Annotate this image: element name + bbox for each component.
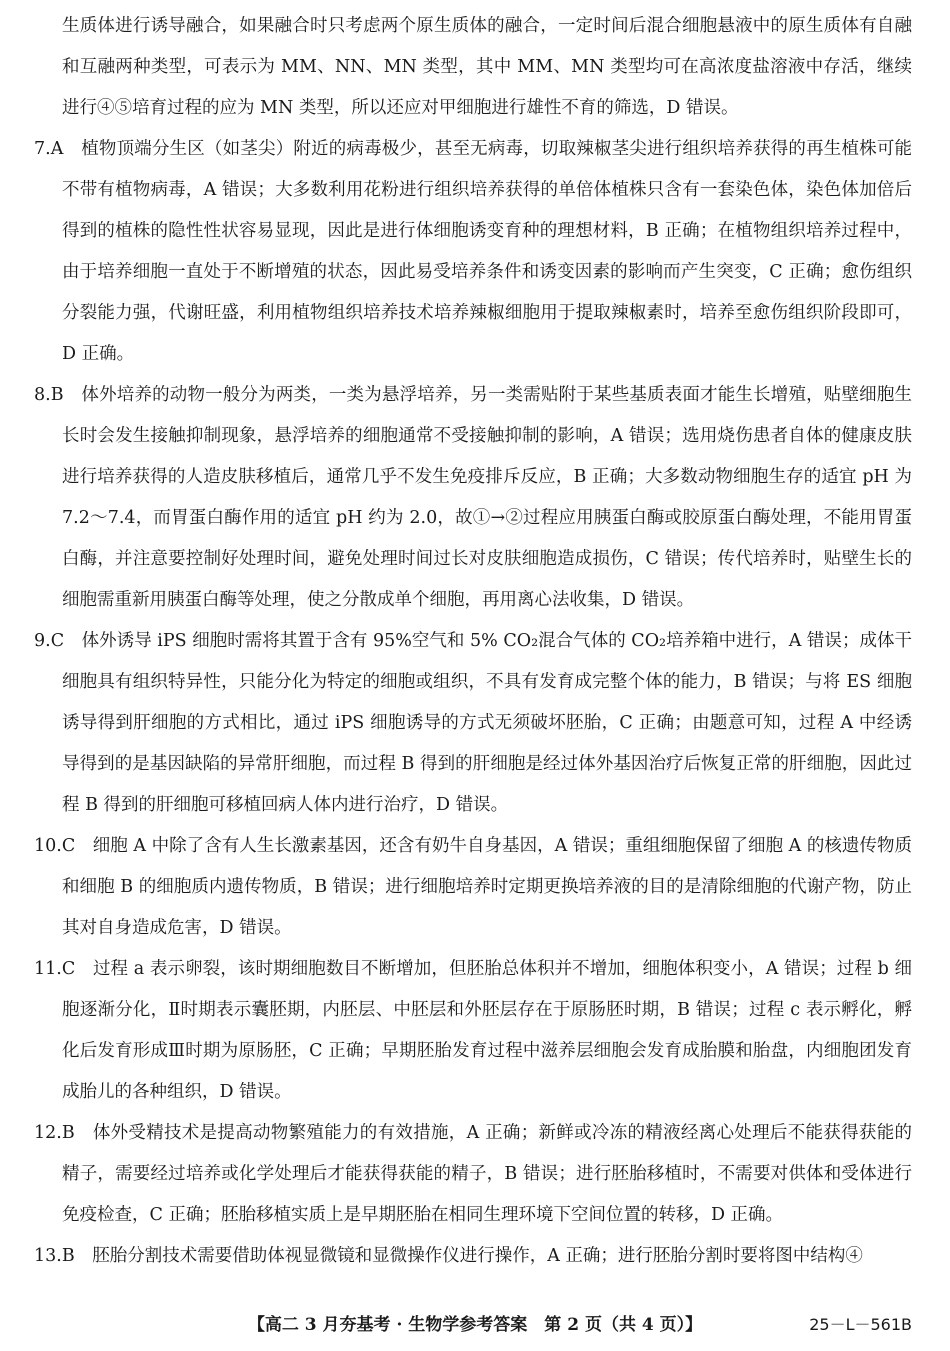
continuation-paragraph: 生质体进行诱导融合，如果融合时只考虑两个原生质体的融合，一定时间后混合细胞悬液中的原生质体有自融和互融两种类型，可表示为 MM、NN、MN 类型，其中 MM、MN 类型均可在高浓度盐溶液中存活，继续进行④⑤培育过程的应为 MN 类型，所以还应对甲细胞进行雄性不育的筛选，D 错误。 [62, 16, 912, 118]
answer-number: 13.B [34, 1246, 75, 1266]
page-footer [0, 1307, 950, 1343]
answer-12 [0, 1113, 950, 1236]
answer-number: 11.C [34, 959, 76, 979]
answer-number: 10.C [34, 836, 76, 856]
answer-content [0, 6, 950, 1277]
footer-code: 25－L－561B [809, 1315, 912, 1334]
answer-text: 细胞 A 中除了含有人生长激素基因，还含有奶牛自身基因，A 错误；重组细胞保留了细胞 A 的核遗传物质和细胞 B 的细胞质内遗传物质，B 错误；进行细胞培养时定期更换培养液的目的是清除细胞的代谢产物，防止其对自身造成危害，D 错误。 [62, 836, 912, 938]
answer-7 [0, 129, 950, 375]
footer-title: 【高二 3 月夯基考 · 生物学参考答案 第 2 页（共 4 页）】 [247, 1315, 703, 1335]
answer-11 [0, 949, 950, 1113]
answer-number: 8.B [34, 385, 64, 405]
answer-number: 9.C [34, 631, 65, 651]
answer-9 [0, 621, 950, 826]
answer-text: 植物顶端分生区（如茎尖）附近的病毒极少，甚至无病毒，切取辣椒茎尖进行组织培养获得的再生植株可能不带有植物病毒，A 错误；大多数利用花粉进行组织培养获得的单倍体植株只含有一套染色体，染色体加倍后得到的植株的隐性性状容易显现，因此是进行体细胞诱变育种的理想材料，B 正确；在植物组织培养过程中，由于培养细胞一直处于不断增殖的状态，因此易受培养条件和诱变因素的影响而产生突变，C 正确；愈伤组织分裂能力强，代谢旺盛，利用植物组织培养技术培养辣椒细胞用于提取辣椒素时，培养至愈伤组织阶段即可，D 正确。 [62, 139, 913, 364]
answer-text: 体外受精技术是提高动物繁殖能力的有效措施，A 正确；新鲜或冷冻的精液经离心处理后不能获得获能的精子，需要经过培养或化学处理后才能获得获能的精子，B 错误；进行胚胎移植时，不需要对供体和受体进行免疫检查，C 正确；胚胎移植实质上是早期胚胎在相同生理环境下空间位置的转移，D 正确。 [62, 1123, 913, 1225]
answer-text: 胚胎分割技术需要借助体视显微镜和显微操作仪进行操作，A 正确；进行胚胎分割时要将图中结构④ [92, 1246, 863, 1266]
answer-text: 体外诱导 iPS 细胞时需将其置于含有 95%空气和 5% CO₂混合气体的 CO₂培养箱中进行，A 错误；成体干细胞具有组织特异性，只能分化为特定的细胞或组织，不具有发育成完整个体的能力，B 错误；与将 ES 细胞诱导得到肝细胞的方式相比，通过 iPS 细胞诱导的方式无须破坏胚胎，C 正确；由题意可知，过程 A 中经诱导得到的是基因缺陷的异常肝细胞，而过程 B 得到的肝细胞是经过体外基因治疗后恢复正常的肝细胞，因此过程 B 得到的肝细胞可移植回病人体内进行治疗，D 错误。 [62, 631, 913, 815]
answer-8 [0, 375, 950, 621]
answer-10 [0, 826, 950, 949]
answer-text: 体外培养的动物一般分为两类，一类为悬浮培养，另一类需贴附于某些基质表面才能生长增殖，贴壁细胞生长时会发生接触抑制现象，悬浮培养的细胞通常不受接触抑制的影响，A 错误；选用烧伤患者自体的健康皮肤进行培养获得的人造皮肤移植后，通常几乎不发生免疫排斥反应，B 正确；大多数动物细胞生存的适宜 pH 为 7.2～7.4，而胃蛋白酶作用的适宜 pH 约为 2.0，故①→②过程应用胰蛋白酶或胶原蛋白酶处理，不能用胃蛋白酶，并注意要控制好处理时间，避免处理时间过长对皮肤细胞造成损伤，C 错误；传代培养时，贴壁生长的细胞需重新用胰蛋白酶等处理，使之分散成单个细胞，再用离心法收集，D 错误。 [62, 385, 913, 610]
answer-number: 7.A [34, 139, 64, 159]
answer-13 [0, 1236, 950, 1277]
answer-number: 12.B [34, 1123, 75, 1143]
answer-text: 过程 a 表示卵裂，该时期细胞数目不断增加，但胚胎总体积并不增加，细胞体积变小，A 错误；过程 b 细胞逐渐分化，Ⅱ时期表示囊胚期，内胚层、中胚层和外胚层存在于原肠胚时期，B 错误；过程 c 表示孵化，孵化后发育形成Ⅲ时期为原肠胚，C 正确；早期胚胎发育过程中滋养层细胞会发育成胎膜和胎盘，内细胞团发育成胎儿的各种组织，D 错误。 [62, 959, 913, 1102]
